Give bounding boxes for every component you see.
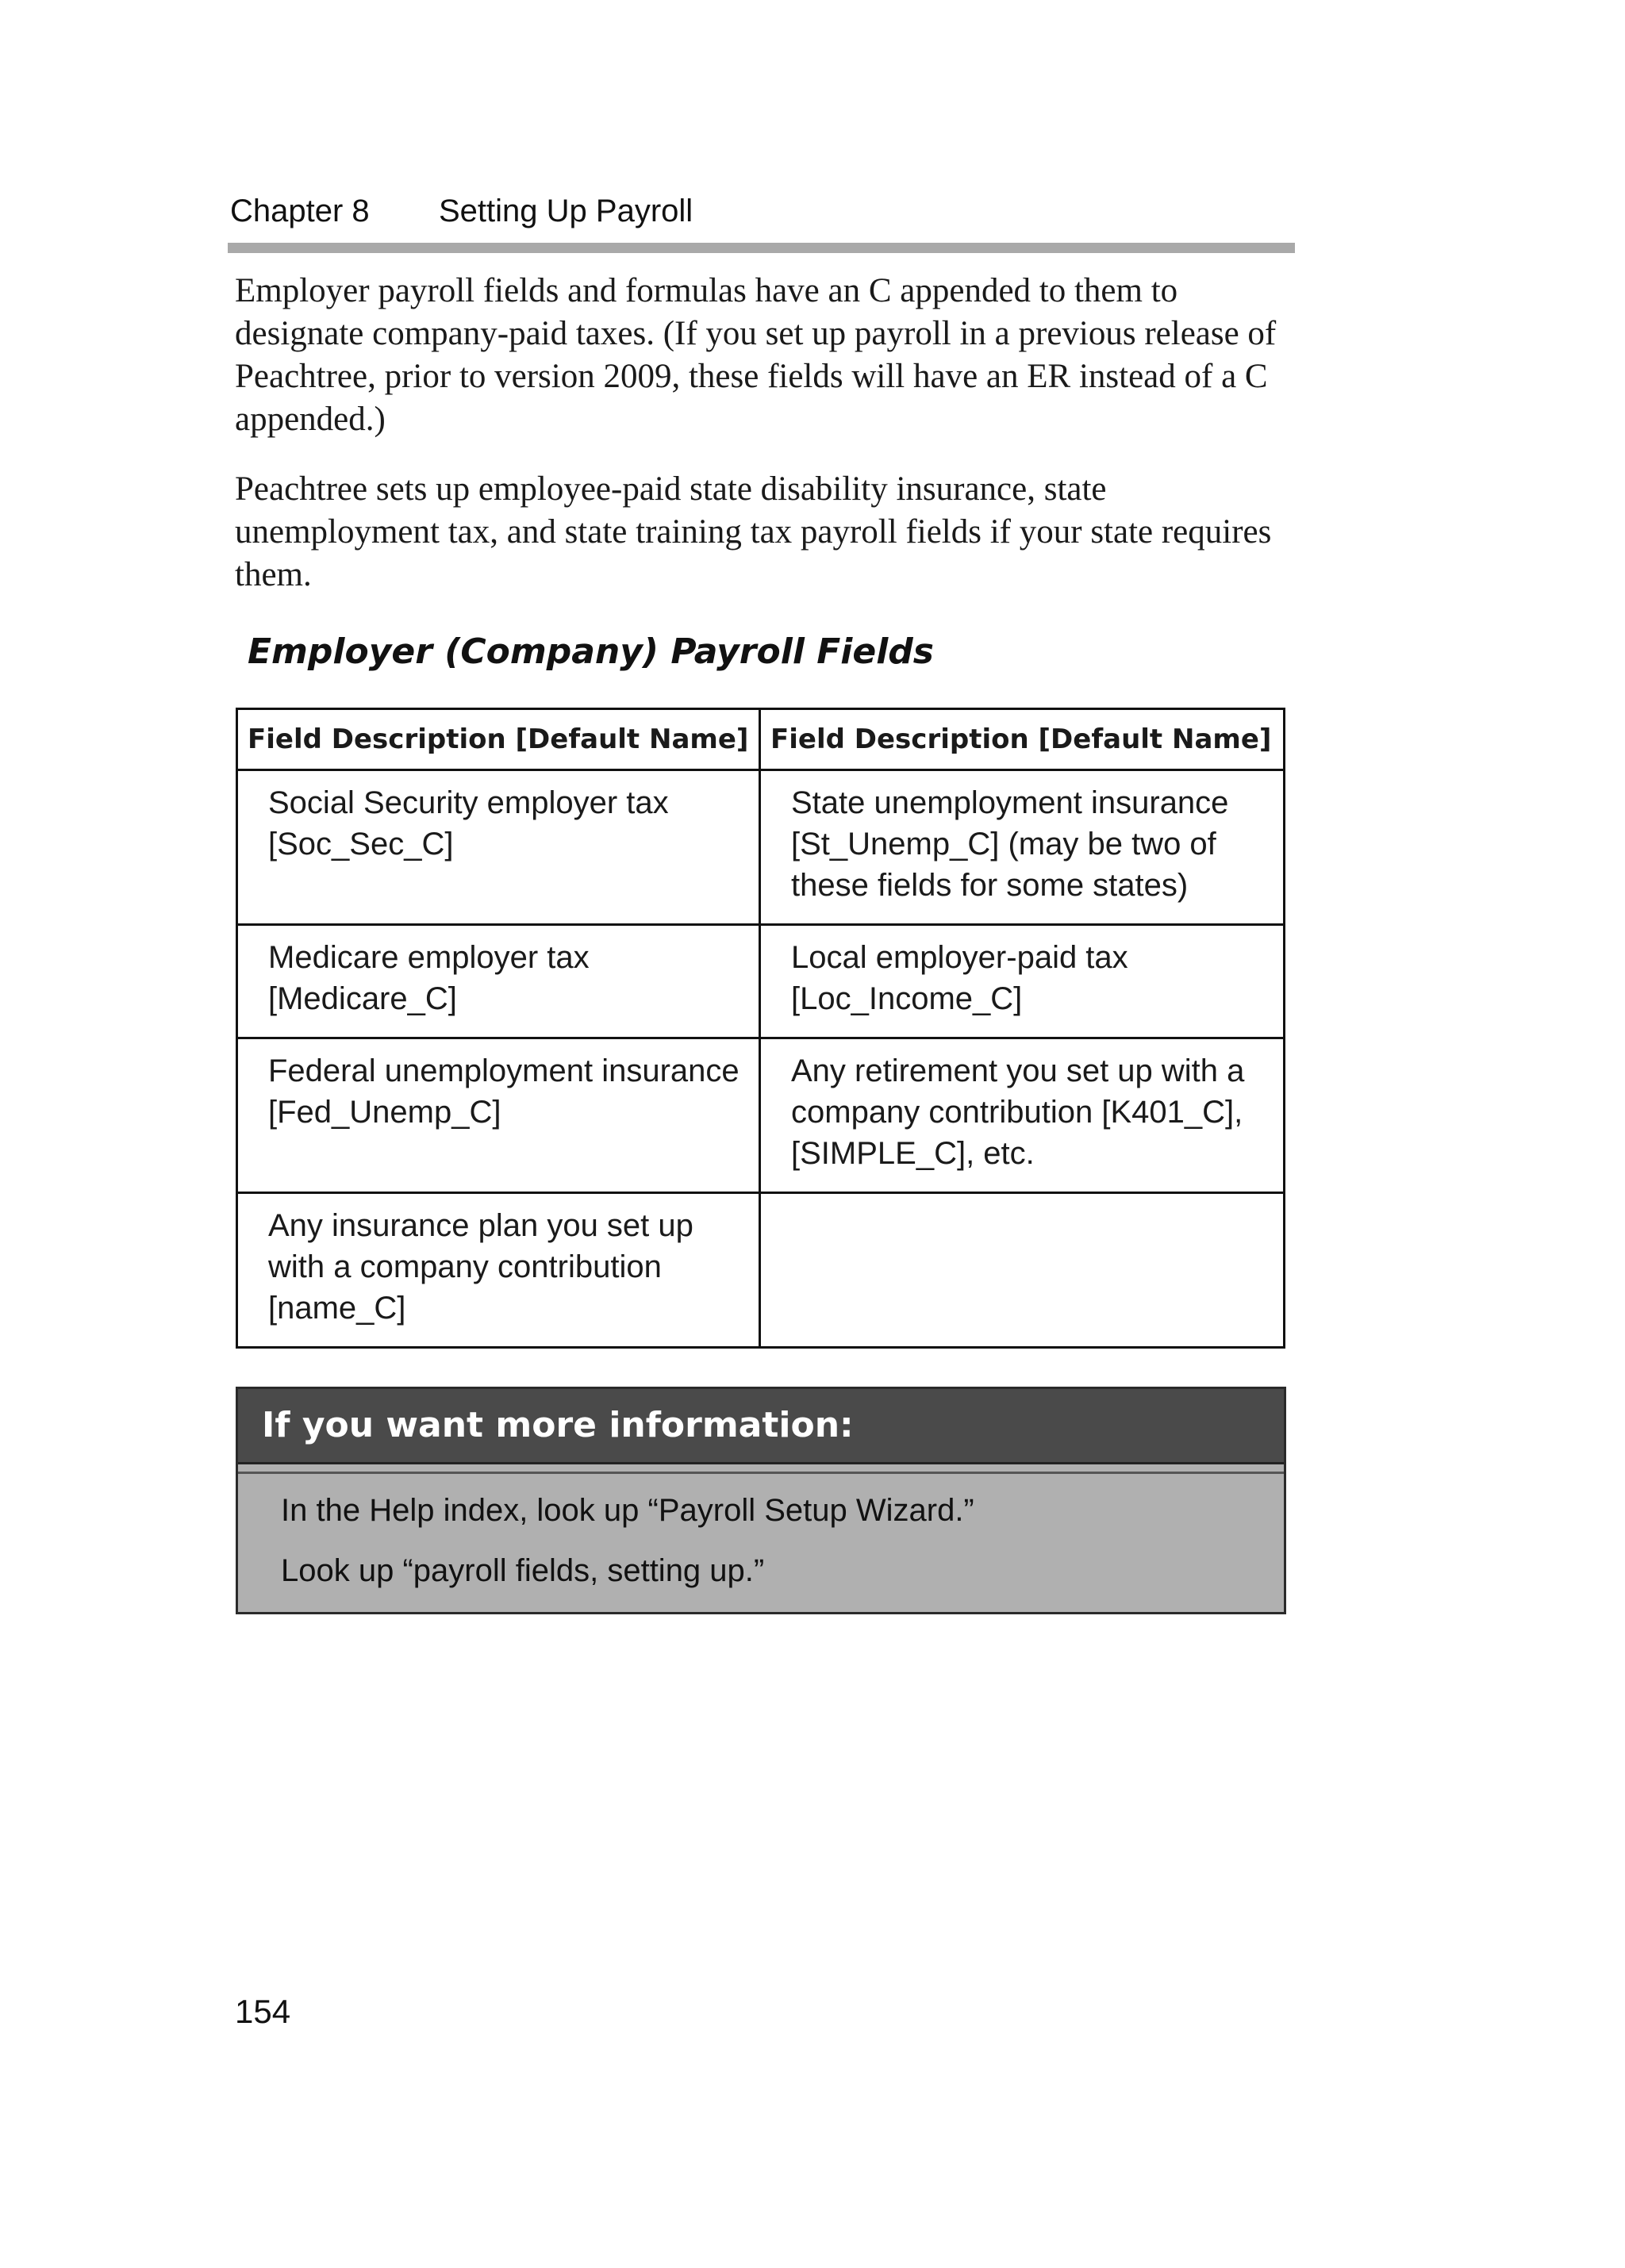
cell-text: Any retirement you set up with a company contribution [K401_C], [SIMPLE_C], etc. [791, 1053, 1245, 1171]
table-row [237, 1038, 1285, 1193]
chapter-label: Chapter 8 [230, 194, 370, 228]
table-header-cell: Field Description [Default Name] [237, 709, 760, 770]
table-row [237, 770, 1285, 925]
header-rule [228, 243, 1295, 253]
payroll-fields-table [236, 708, 1285, 1349]
info-line: Look up “payroll fields, setting up.” [281, 1553, 765, 1588]
cell-text: State unemployment insurance [St_Unemp_C] (may be two of these fields for some states) [791, 785, 1229, 903]
info-line: In the Help index, look up “Payroll Setup Wizard.” [281, 1493, 974, 1528]
table-header-row [237, 709, 1285, 770]
chapter-title: Setting Up Payroll [439, 194, 693, 228]
body-text [235, 270, 1290, 624]
table-row [237, 1193, 1285, 1348]
table-cell [237, 1193, 760, 1348]
table-cell [760, 1038, 1285, 1193]
page-number: 154 [235, 1993, 291, 2030]
running-header [230, 194, 1293, 229]
paragraph: Employer payroll fields and formulas have an C appended to them to designate company-paid taxes. (If you set up payroll in a previous release of Peachtree, prior to version 2009, these fields will have an ER instead of a C appended.) [235, 272, 1277, 438]
info-box-body [238, 1474, 1284, 1612]
table-row [237, 925, 1285, 1038]
table-caption: Employer (Company) Payroll Fields [248, 631, 934, 672]
info-box-divider [238, 1464, 1284, 1474]
table-cell [237, 925, 760, 1038]
table-cell [760, 925, 1285, 1038]
table-cell-empty [760, 1193, 1285, 1348]
cell-text: Medicare employer tax [Medicare_C] [268, 940, 590, 1016]
table-cell [237, 1038, 760, 1193]
cell-text: Federal unemployment insurance [Fed_Unemp_C] [268, 1053, 740, 1130]
table-cell [237, 770, 760, 925]
cell-text: Social Security employer tax [Soc_Sec_C] [268, 785, 669, 862]
cell-text: Any insurance plan you set up with a company contribution [name_C] [268, 1208, 693, 1326]
more-info-box [236, 1387, 1286, 1614]
info-box-title: If you want more information: [238, 1389, 1284, 1464]
table-cell [760, 770, 1285, 925]
cell-text: Local employer-paid tax [Loc_Income_C] [791, 940, 1128, 1016]
paragraph: Peachtree sets up employee-paid state disability insurance, state unemployment tax, and state training tax payroll fields if your state requires them. [235, 470, 1272, 593]
table-header-cell: Field Description [Default Name] [760, 709, 1285, 770]
